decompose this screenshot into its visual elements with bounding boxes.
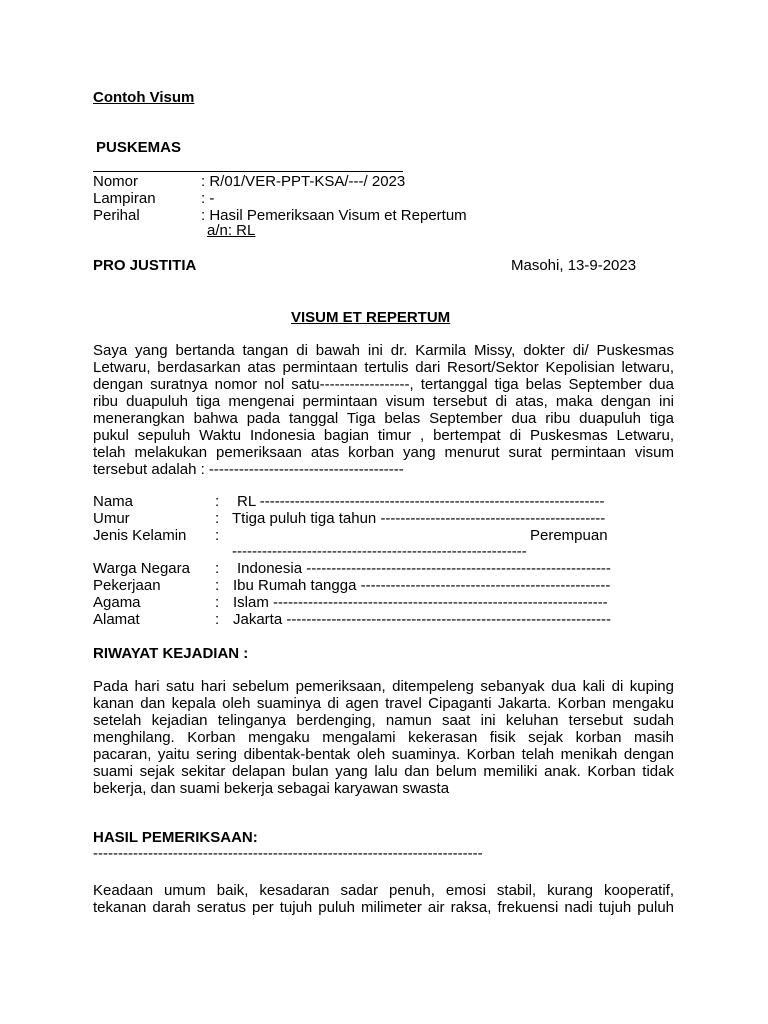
- identity-label-warga-negara: Warga Negara: [93, 560, 190, 577]
- intro-line: Letwaru, berdasarkan atas permintaan tertulis dari Resort/Sektor Kepolisian letwaru,: [93, 359, 674, 376]
- meta-label-lampiran: Lampiran: [93, 190, 156, 207]
- hasil-heading: HASIL PEMERIKSAAN:: [93, 829, 258, 846]
- riwayat-line: pacaran, yaitu sering dibentak-bentak oleh suaminya. Korban telah menikah dengan: [93, 746, 674, 763]
- riwayat-line: suami sejak sekitar delapan bulan yang lalu dan belum memiliki anak. Korban tidak: [93, 763, 674, 780]
- intro-line: pukul sepuluh Waktu Indonesia bagian timur , bertempat di Puskesmas Letwaru,: [93, 427, 674, 444]
- intro-paragraph: [93, 342, 674, 478]
- document-heading: Contoh Visum: [93, 89, 195, 106]
- identity-value-umur: Ttiga puluh tiga tahun ---------------------------------------------: [232, 510, 606, 527]
- identity-value-pekerjaan: Ibu Rumah tangga --------------------------------------------------: [233, 577, 611, 594]
- meta-label-nomor: Nomor: [93, 173, 139, 190]
- intro-line: Saya yang bertanda tangan di bawah ini dr. Karmila Missy, dokter di/ Puskesmas: [93, 342, 674, 359]
- identity-label-jenis-kelamin: Jenis Kelamin: [93, 527, 187, 544]
- riwayat-line: menghilang. Korban mengaku mengalami kekerasan fisik sejak korban masih: [93, 729, 674, 746]
- meta-label-perihal: Perihal: [93, 207, 140, 224]
- meta-value-nomor: : R/01/VER-PPT-KSA/---/ 2023: [201, 173, 406, 190]
- meta-value-perihal: : Hasil Pemeriksaan Visum et Repertum: [201, 207, 467, 224]
- addressee: a/n: RL: [207, 222, 256, 239]
- identity-label-nama: Nama: [93, 493, 134, 510]
- identity-colon: :: [215, 493, 220, 510]
- institution-underline: [93, 171, 403, 172]
- hasil-line: tekanan darah seratus per tujuh puluh milimeter air raksa, frekuensi nadi tujuh puluh: [93, 899, 674, 916]
- meta-value-lampiran: : -: [201, 190, 215, 207]
- identity-colon: :: [215, 527, 220, 544]
- identity-colon: :: [215, 577, 220, 594]
- identity-value-nama: RL ---------------------------------------------------------------------: [237, 493, 605, 510]
- identity-colon: :: [215, 560, 220, 577]
- identity-label-alamat: Alamat: [93, 611, 140, 628]
- identity-value-jenis-kelamin-cont: -----------------------------------------------------------: [232, 543, 527, 560]
- identity-label-pekerjaan: Pekerjaan: [93, 577, 161, 594]
- intro-line: ribu duapuluh tiga mengenai permintaan visum tersebut di atas, maka dengan ini: [93, 393, 674, 410]
- pro-justitia: PRO JUSTITIA: [93, 257, 197, 274]
- riwayat-line: bekerja, dan suami bekerja sebagai karyawan swasta: [93, 780, 450, 797]
- place-date: Masohi, 13-9-2023: [511, 257, 637, 274]
- identity-value-alamat: Jakarta -----------------------------------------------------------------: [233, 611, 612, 628]
- identity-label-umur: Umur: [93, 510, 130, 527]
- intro-line: menerangkan bahwa pada tanggal Tiga belas September dua ribu duapuluh tiga: [93, 410, 674, 427]
- identity-value-warga-negara: Indonesia -------------------------------------------------------------: [237, 560, 611, 577]
- institution-name: PUSKEMAS: [96, 139, 182, 156]
- hasil-dashes: ------------------------------------------------------------------------------: [93, 845, 483, 862]
- identity-label-agama: Agama: [93, 594, 141, 611]
- intro-line: tersebut adalah : ---------------------------------------: [93, 461, 404, 478]
- identity-colon: :: [215, 611, 220, 628]
- riwayat-line: setelah kejadian telinganya berdenging, namun saat ini keluhan tersebut sudah: [93, 712, 674, 729]
- riwayat-line: kanan dan kepala oleh suaminya di agen travel Cipaganti Jakarta. Korban mengaku: [93, 695, 674, 712]
- identity-value-jenis-kelamin: Perempuan: [530, 527, 608, 544]
- intro-line: dengan suratnya nomor nol satu------------------, tertanggal tiga belas September dua: [93, 376, 674, 393]
- riwayat-heading: RIWAYAT KEJADIAN :: [93, 645, 249, 662]
- intro-line: telah melakukan pemeriksaan atas korban yang menurut surat permintaan visum: [93, 444, 674, 461]
- hasil-paragraph: [93, 882, 674, 916]
- identity-value-agama: Islam -------------------------------------------------------------------: [233, 594, 608, 611]
- riwayat-line: Pada hari satu hari sebelum pemeriksaan, ditempeleng sebanyak dua kali di kuping: [93, 678, 674, 695]
- identity-colon: :: [215, 510, 220, 527]
- document-title: VISUM ET REPERTUM: [291, 309, 451, 326]
- identity-colon: :: [215, 594, 220, 611]
- hasil-line: Keadaan umum baik, kesadaran sadar penuh, emosi stabil, kurang kooperatif,: [93, 882, 674, 899]
- riwayat-paragraph: [93, 678, 674, 797]
